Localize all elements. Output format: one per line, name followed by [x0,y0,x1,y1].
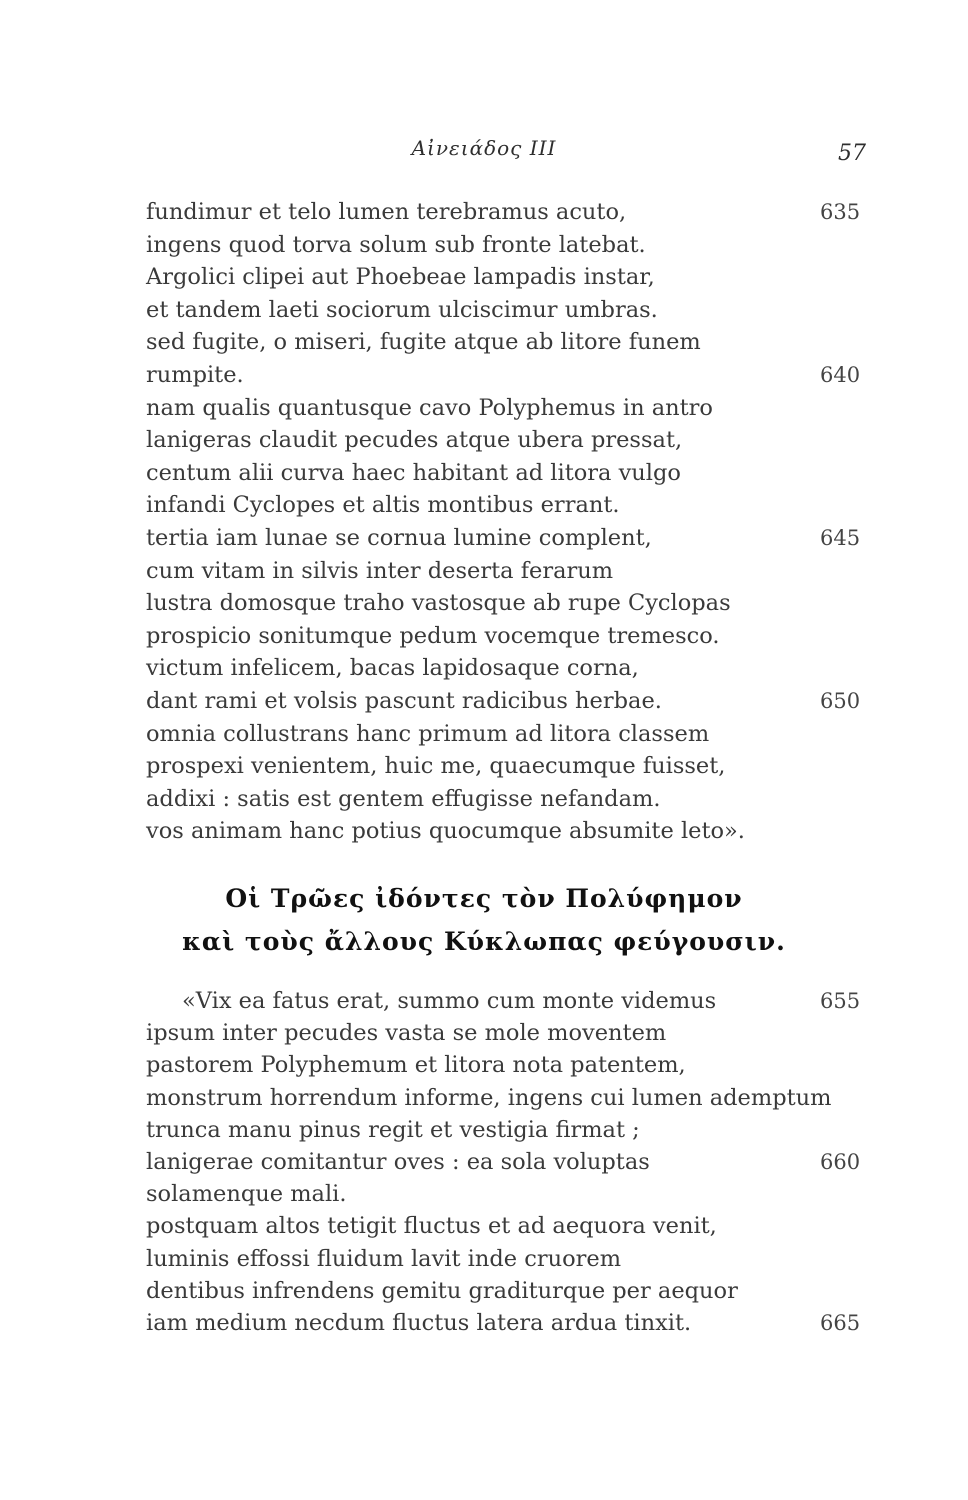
line-number: 650 [820,689,861,713]
line-number: 640 [820,363,861,387]
verse-line [0,587,968,619]
verse-text: pastorem Polyphemum et litora nota patentem, [146,1052,686,1079]
verse-text: victum infelicem, bacas lapidosaque corna, [146,655,639,682]
line-number: 665 [820,1311,861,1335]
line-number: 635 [820,200,861,224]
verse-line [0,1017,968,1049]
verse-text: Argolici clipei aut Phoebeae lampadis instar, [146,264,655,291]
section-heading-line-2: καὶ τοὺς ἄλλους Κύκλωπας φεύγουσιν. [182,927,786,956]
verse-text: et tandem laeti sociorum ulciscimur umbras. [146,296,658,323]
verse-line [0,1243,968,1275]
verse-line [0,555,968,587]
verse-line [0,359,968,391]
verse-line [0,685,968,717]
verse-line [0,815,968,847]
verse-text: prospicio sonitumque pedum vocemque tremesco. [146,622,720,649]
verse-line [0,326,968,358]
verse-text: vos animam hanc potius quocumque absumite leto». [146,818,745,845]
verse-text: trunca manu pinus regit et vestigia firmat ; [146,1116,640,1143]
verse-line [0,783,968,815]
verse-text: ingens quod torva solum sub fronte latebat. [146,231,646,258]
verse-line [0,1210,968,1242]
verse-line [0,1114,968,1146]
verse-text: dentibus infrendens gemitu graditurque per aequor [146,1277,738,1304]
verse-text: lustra domosque traho vastosque ab rupe Cyclopas [146,590,731,617]
verse-text: addixi : satis est gentem effugisse nefandam. [146,785,661,812]
running-title: Αἰνειάδος III [411,136,557,160]
verse-text: dant rami et volsis pascunt radicibus herbae. [146,688,662,714]
verse-line [0,1178,968,1210]
verse-text: fundimur et telo lumen terebramus acuto, [146,199,627,225]
verse-line [0,620,968,652]
verse-line [0,1146,968,1178]
verse-text: luminis effossi fluidum lavit inde cruorem [146,1245,622,1272]
verse-line [0,196,968,228]
line-number: 645 [820,526,861,550]
verse-line [0,1049,968,1081]
verse-text: iam medium necdum fluctus latera ardua tinxit. [146,1310,692,1336]
verse-line [0,718,968,750]
verse-text: cum vitam in silvis inter deserta ferarum [146,557,614,584]
verse-line [0,522,968,554]
verse-line [0,1307,968,1339]
verse-text: centum alii curva haec habitant ad litora vulgo [146,459,681,486]
verse-text: nam qualis quantusque cavo Polyphemus in antro [146,394,713,421]
verse-text: «Vix ea fatus erat, summo cum monte videmus [182,988,717,1014]
verse-line [0,985,968,1017]
verse-text: omnia collustrans hanc primum ad litora classem [146,720,710,747]
verse-text: rumpite. [146,362,244,388]
verse-text: ipsum inter pecudes vasta se mole moventem [146,1020,667,1047]
section-heading-line-1: Οἱ Τρῶες ἰδόντες τὸν Πολύφημον [225,884,743,913]
verse-line [0,750,968,782]
verse-line [0,652,968,684]
verse-text: lanigeras claudit pecudes atque ubera pressat, [146,427,683,454]
verse-text: solamenque mali. [146,1181,347,1208]
verse-text: sed fugite, o miseri, fugite atque ab litore funem [146,329,701,356]
verse-line [0,392,968,424]
page-number: 57 [838,141,866,166]
verse-text: lanigerae comitantur oves : ea sola voluptas [146,1149,650,1175]
verse-text: monstrum horrendum informe, ingens cui lumen ademptum [146,1084,832,1111]
verse-line [0,489,968,521]
verse-text: tertia iam lunae se cornua lumine complent, [146,525,652,551]
line-number: 655 [820,989,861,1013]
verse-line [0,229,968,261]
verse-line [0,261,968,293]
verse-text: postquam altos tetigit fluctus et ad aequora venit, [146,1213,717,1240]
verse-line [0,294,968,326]
verse-line [0,1275,968,1307]
verse-line [0,457,968,489]
verse-line [0,424,968,456]
verse-line [0,1082,968,1114]
verse-text: infandi Cyclopes et altis montibus errant. [146,492,620,519]
verse-text: prospexi venientem, huic me, quaecumque fuisset, [146,753,726,780]
line-number: 660 [820,1150,861,1174]
